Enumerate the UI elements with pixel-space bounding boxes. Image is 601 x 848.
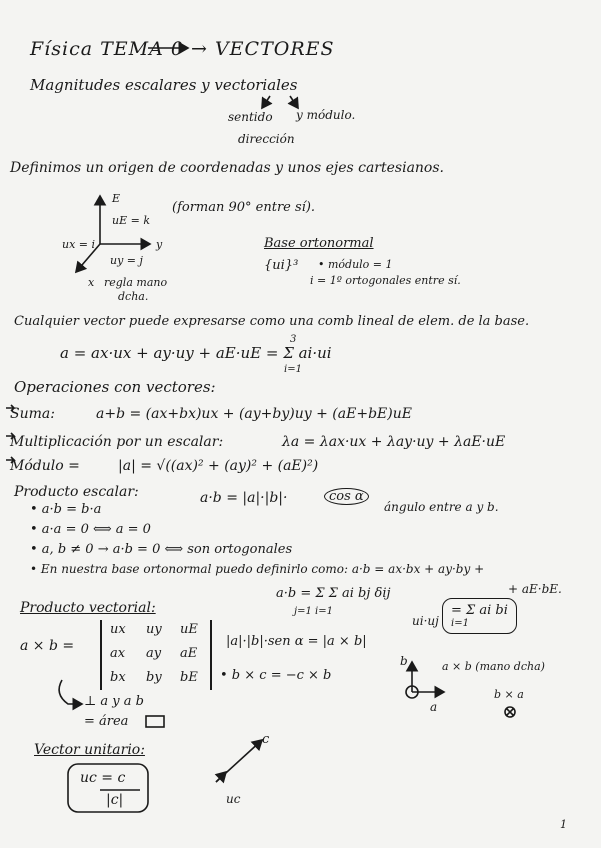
ops-title: Operaciones con vectores: [14, 378, 216, 396]
m-r1c2: uy [146, 622, 162, 637]
m-r3c1: bx [110, 670, 126, 685]
escalar-ui-uj: ui·uj [412, 614, 439, 628]
escalar-sum-formula: a·b = Σ Σ ai bj δij [276, 586, 391, 601]
m-r1c1: ux [110, 622, 126, 637]
mult-formula: λa = λax·ux + λay·uy + λaE·uE [282, 434, 506, 450]
escalar-label: Producto escalar: [14, 484, 139, 500]
unitario-num: uc = c [80, 770, 126, 786]
linear-comb-sum-top: 3 [290, 334, 297, 345]
m-r1c3: uE [180, 622, 198, 637]
arrow-modulo [290, 96, 298, 108]
axis-e-label: E [112, 192, 121, 205]
vectorial-anti: • b × c = −c × b [220, 668, 332, 683]
mult-bullet [6, 433, 14, 439]
modulo-op-label: Módulo = [10, 458, 80, 474]
direccion-label: dirección [238, 132, 295, 146]
escalar-angle-note: ángulo entre a y b. [384, 500, 499, 514]
sentido-label: sentido [228, 110, 273, 124]
vectorial-label: Producto vectorial: [20, 600, 156, 616]
linear-comb-text: Cualquier vector puede expresarse como una comb lineal de elem. de la base. [14, 314, 530, 329]
suma-formula: a+b = (ax+bx)ux + (ay+by)uy + (aE+bE)uE [96, 406, 412, 422]
arrow-sentido [262, 96, 270, 108]
escalar-prop-2: • a·a = 0 ⟺ a = 0 [30, 522, 151, 537]
boxed-sum-text: = Σ ai bi [451, 603, 508, 618]
suma-bullet [6, 405, 14, 411]
base-set: {ui}³ [264, 258, 299, 273]
axis-ux-label: ux = i [62, 238, 96, 251]
escalar-cos: cos α [324, 488, 369, 505]
rule-label-2: dcha. [118, 290, 149, 303]
axis-x-line [76, 244, 100, 272]
m-r3c3: bE [180, 670, 198, 685]
unitario-label: Vector unitario: [34, 742, 145, 758]
fig-b-label: b [400, 654, 408, 668]
unitario-box [68, 764, 148, 812]
base-title: Base ortonormal [264, 236, 374, 251]
modulo-op-formula: |a| = √((ax)² + (ay)² + (aE)²) [118, 458, 319, 474]
vectorial-perp: ⊥ a y a b [84, 694, 144, 709]
unitario-fig-c: c [262, 732, 270, 747]
escalar-prop-4: • En nuestra base ortonormal puedo definirlo como: a·b = ax·bx + ay·by + [30, 562, 485, 576]
vectorial-area: = área [84, 714, 129, 729]
fig-axb-label: a × b (mano dcha) [442, 660, 545, 673]
base-cond1: • módulo = 1 [318, 258, 393, 271]
escalar-prop-3: • a, b ≠ 0 → a·b = 0 ⟺ son ortogonales [30, 542, 293, 557]
fig-a-label: a [430, 700, 438, 714]
linear-comb-sum-bottom: i=1 [284, 364, 302, 375]
page-title: Física TEMA 0 → VECTORES [30, 38, 335, 60]
rule-label-1: regla mano [104, 276, 168, 289]
fig-uc-vector [216, 772, 226, 782]
boxed-sum-limit: i=1 [451, 618, 469, 629]
m-r3c2: by [146, 670, 162, 685]
m-r2c1: ax [110, 646, 126, 661]
base-cond2: i = 1º ortogonales entre sí. [310, 274, 461, 287]
escalar-prop-1: • a·b = b·a [30, 502, 102, 517]
axis-x-label: x [88, 276, 95, 289]
modulo-bullet [6, 457, 14, 463]
modulo-label: y módulo. [296, 108, 356, 122]
vectorial-lhs: a × b = [20, 638, 75, 654]
escalar-prop-4b: + aE·bE. [508, 582, 562, 596]
axis-uy-label: uy = j [110, 254, 143, 267]
axis-ue-label: uE = k [112, 214, 150, 227]
intro-text: Definimos un origen de coordenadas y unos ejes cartesianos. [10, 160, 444, 176]
unitario-fig-uc: uc [226, 792, 241, 806]
perp-hook-arrow [59, 680, 82, 704]
fig-bxa-label: b × a [494, 688, 524, 701]
area-square [146, 716, 164, 727]
unitario-den: |c| [106, 792, 124, 808]
escalar-formula: a·b = |a|·|b|· [200, 490, 288, 506]
page-number: 1 [560, 818, 567, 831]
mult-label: Multiplicación por un escalar: [10, 434, 224, 450]
escalar-sum-limits: j=1 i=1 [294, 606, 333, 617]
vectorial-mod: |a|·|b|·sen α = |a × b| [226, 634, 367, 649]
suma-label: Suma: [10, 406, 55, 422]
m-r2c2: ay [146, 646, 162, 661]
axis-y-label: y [156, 238, 163, 251]
linear-comb-formula: a = ax·ux + ay·uy + aE·uE = Σ ai·ui [60, 344, 332, 362]
m-r2c3: aE [180, 646, 198, 661]
axes-note: (forman 90° entre sí). [172, 200, 316, 215]
subtitle: Magnitudes escalares y vectoriales [30, 76, 298, 94]
